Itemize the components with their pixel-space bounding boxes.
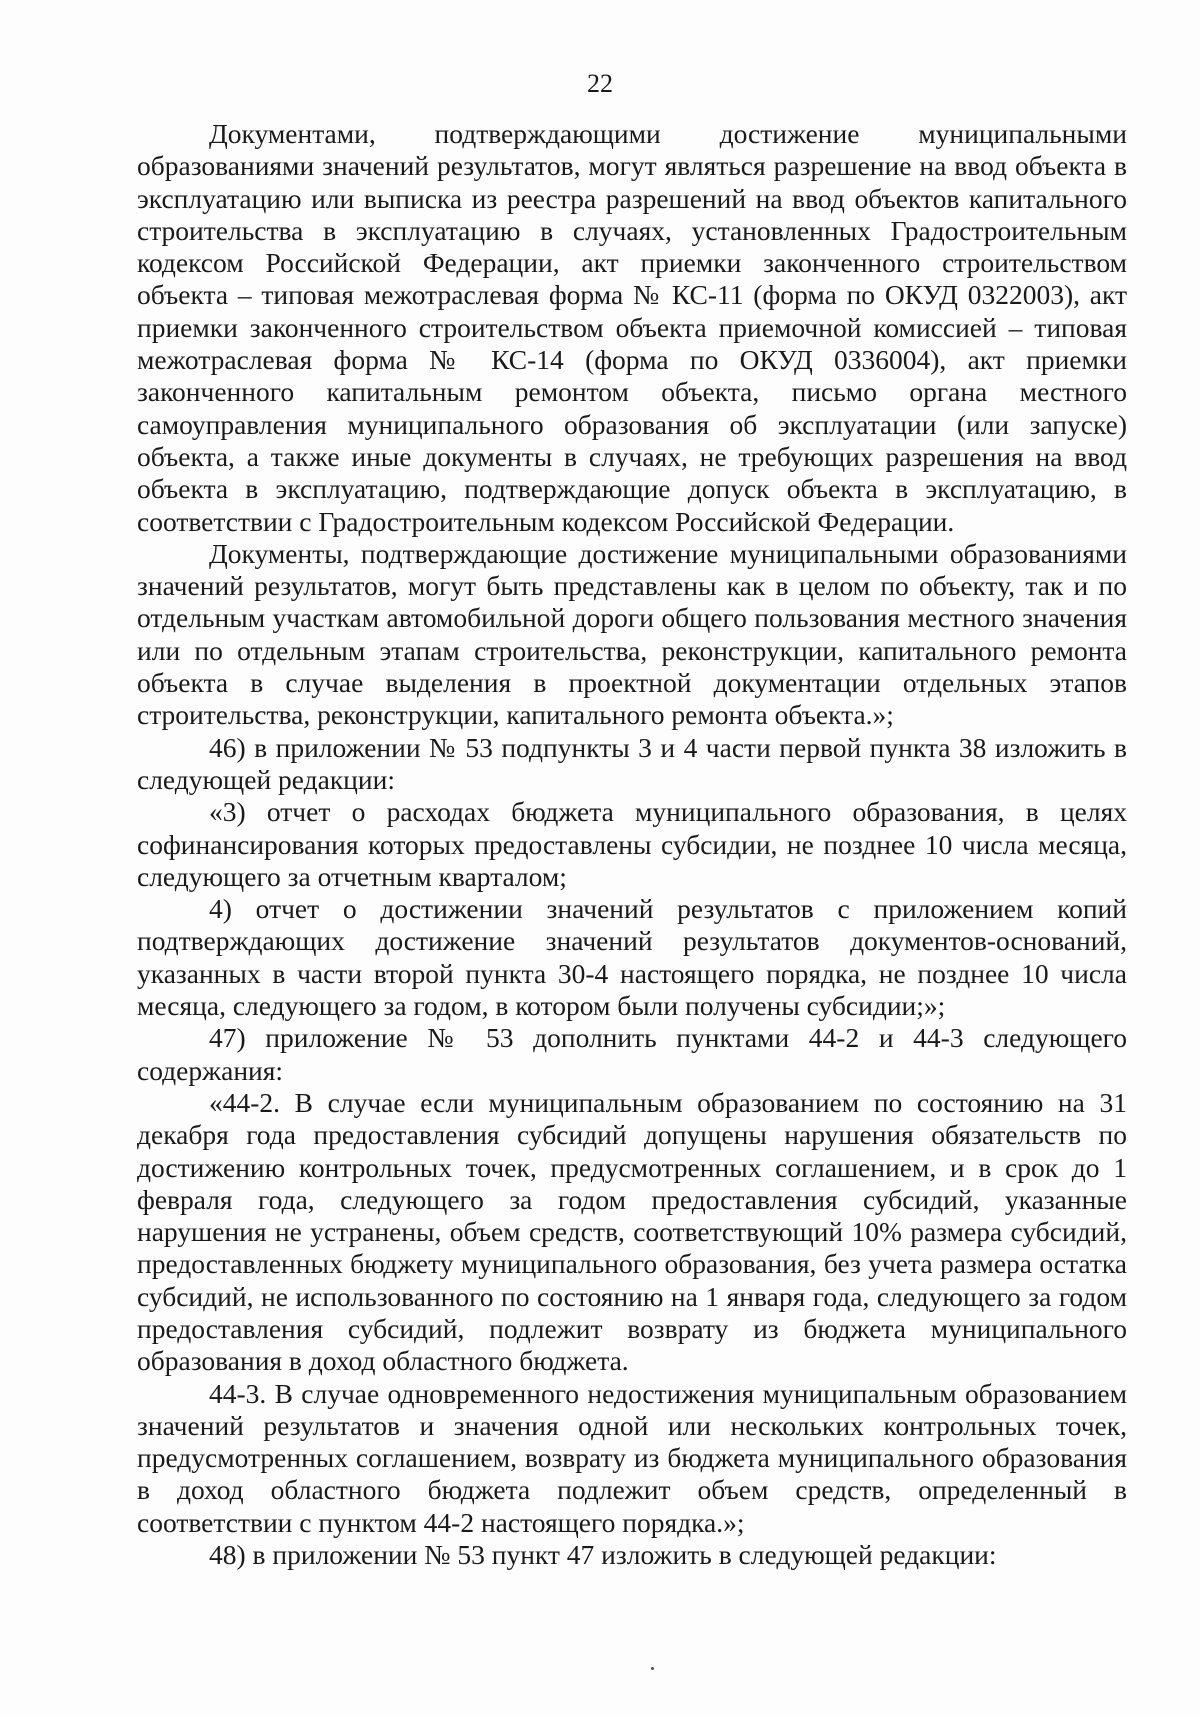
- paragraph-item-46: 46) в приложении № 53 подпункты 3 и 4 части первой пункта 38 изложить в следующей редакции:: [137, 731, 1127, 795]
- scan-speck: [651, 1667, 654, 1670]
- document-body: [137, 118, 1127, 1571]
- page-number: 22: [587, 69, 613, 98]
- paragraph-documents-submission: Документы, подтверждающие достижение муниципальными образованиями значений результатов, могут быть представлены как в целом по объекту, так и по отдельным участкам автомобильной дороги общего пользования местного значения или по отдельным этапам строительства, реконструкции, капитального ремонта объекта в случае выделения в проектной документации отдельных этапов строительства, реконструкции, капитального ремонта объекта.»;: [137, 537, 1127, 731]
- paragraph-item-47: 47) приложение № 53 дополнить пунктами 44-2 и 44-3 следующего содержания:: [137, 1022, 1127, 1086]
- paragraph-point-44-2: «44-2. В случае если муниципальным образованием по состоянию на 31 декабря года предоставления субсидий допущены нарушения обязательств по достижению контрольных точек, предусмотренных соглашением, и в срок до 1 февраля года, следующего за годом предоставления субсидий, указанные нарушения не устранены, объем средств, соответствующий 10% размера субсидий, предоставленных бюджету муниципального образования, без учета размера остатка субсидий, не использованного по состоянию на 1 января года, следующего за годом предоставления субсидий, подлежит возврату из бюджета муниципального образования в доход областного бюджета.: [137, 1086, 1127, 1377]
- paragraph-subitem-3: «3) отчет о расходах бюджета муниципального образования, в целях софинансирования которых предоставлены субсидии, не позднее 10 числа месяца, следующего за отчетным кварталом;: [137, 796, 1127, 892]
- paragraph-subitem-4: 4) отчет о достижении значений результатов с приложением копий подтверждающих достижение значений результатов документов-оснований, указанных в части второй пункта 30-4 настоящего порядка, не позднее 10 числа месяца, следующего за годом, в котором были получены субсидии;»;: [137, 893, 1127, 1022]
- paragraph-documents-confirming: Документами, подтверждающими достижение муниципальными образованиями значений результатов, могут являться разрешение на ввод объекта в эксплуатацию или выписка из реестра разрешений на ввод объектов капитального строительства в эксплуатацию в случаях, установленных Градостроительным кодексом Российской Федерации, акт приемки законченного строительством объекта – типовая межотраслевая форма № КС-11 (форма по ОКУД 0322003), акт приемки законченного строительством объекта приемочной комиссией – типовая межотраслевая форма № КС-14 (форма по ОКУД 0336004), акт приемки законченного капитальным ремонтом объекта, письмо органа местного самоуправления муниципального образования об эксплуатации (или запуске) объекта, а также иные документы в случаях, не требующих разрешения на ввод объекта в эксплуатацию, подтверждающие допуск объекта в эксплуатацию, в соответствии с Градостроительным кодексом Российской Федерации.: [137, 118, 1127, 537]
- paragraph-item-48: 48) в приложении № 53 пункт 47 изложить в следующей редакции:: [209, 1539, 997, 1571]
- paragraph-point-44-3: 44-3. В случае одновременного недостижения муниципальным образованием значений результатов и значения одной или нескольких контрольных точек, предусмотренных соглашением, возврату из бюджета муниципального образования в доход областного бюджета подлежит объем средств, определенный в соответствии с пунктом 44-2 настоящего порядка.»;: [137, 1377, 1127, 1538]
